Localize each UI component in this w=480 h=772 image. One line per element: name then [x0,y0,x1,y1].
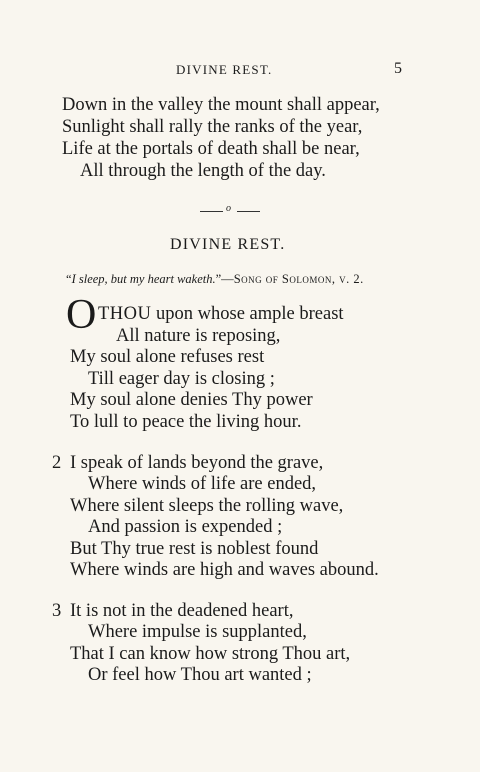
epigraph [66,272,364,287]
section-divider [200,203,260,216]
running-head [0,60,480,80]
prev-hymn-line-3: Life at the portals of death shall be near, [62,139,360,159]
stanza1-first-line-rest: upon whose ample breast [151,304,344,324]
epigraph-close-quote: ”— [215,272,234,286]
prev-hymn-line-1: Down in the valley the mount shall appear, [62,95,380,115]
stanza2-line-3: Where silent sleeps the rolling wave, [70,496,344,516]
stanza3-number: 3 [52,601,62,621]
divider-rule-right [237,211,260,212]
hymn-title: DIVINE REST. [170,236,286,253]
page-number: 5 [394,60,402,77]
drop-cap: O [66,292,97,338]
prev-hymn-line-2: Sunlight shall rally the ranks of the year, [62,117,363,137]
epigraph-open-quote: “ [66,272,72,286]
stanza3-line-3: That I can know how strong Thou art, [70,644,351,664]
stanza2-line-5: But Thy true rest is noblest found [70,539,319,559]
stanza3-line-2: Where impulse is supplanted, [88,622,307,642]
stanza2-number: 2 [52,453,62,473]
running-title: DIVINE REST. [176,62,273,77]
stanza1-line-6: To lull to peace the living hour. [70,412,302,432]
stanza1-first-word: THOU [98,304,152,324]
prev-hymn-line-4: All through the length of the day. [80,161,326,181]
stanza2-line-4: And passion is expended ; [88,517,283,537]
divider-ornament: o [226,203,231,214]
epigraph-source: Song of Solomon, v. 2. [233,272,364,286]
stanza2-line-1: I speak of lands beyond the grave, [70,453,324,473]
divider-rule-left [200,211,223,212]
stanza1-line-5: My soul alone denies Thy power [70,390,313,410]
stanza2-line-2: Where winds of life are ended, [88,474,317,494]
epigraph-quote: I sleep, but my heart waketh. [71,272,216,286]
stanza1-line-1 [98,303,344,325]
stanza3-line-1: It is not in the deadened heart, [70,601,294,621]
stanza1-line-3: My soul alone refuses rest [70,347,265,367]
stanza2-line-6: Where winds are high and waves abound. [70,560,379,580]
stanza1-line-4: Till eager day is closing ; [88,369,275,389]
stanza3-line-4: Or feel how Thou art wanted ; [88,665,312,685]
stanza1-line-2: All nature is reposing, [116,326,281,346]
